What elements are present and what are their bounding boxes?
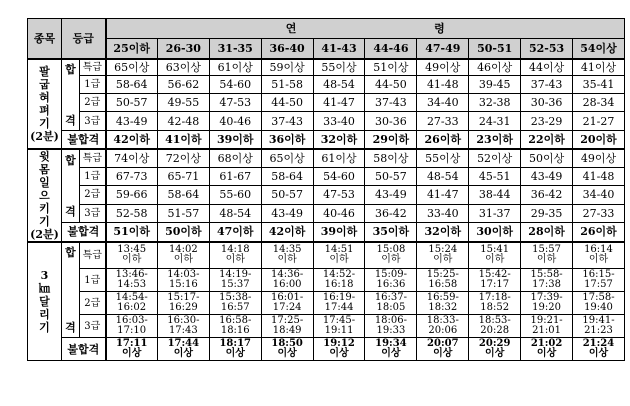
standard-cell: 14:54- 16:02 [106, 292, 158, 315]
standard-cell: 33-40 [417, 204, 469, 223]
standard-cell: 44이상 [521, 59, 573, 76]
grade-row [28, 167, 625, 186]
fail-cell: 32이하 [417, 223, 469, 242]
grade-label: 1급 [80, 76, 106, 94]
fail-cell: 26이하 [573, 223, 625, 242]
standard-cell: 43-49 [365, 186, 417, 205]
standard-cell: 59-66 [106, 186, 158, 205]
fail-label: 불합격 [62, 338, 106, 361]
standard-cell: 14:51 이하 [313, 242, 365, 269]
fail-cell: 28이하 [521, 223, 573, 242]
standard-cell: 44-50 [261, 94, 313, 112]
standard-cell: 41-48 [417, 76, 469, 94]
grade-label: 2급 [80, 292, 106, 315]
standard-cell: 14:36- 16:00 [261, 269, 313, 292]
standard-cell: 68이상 [209, 149, 261, 168]
standard-cell: 24-31 [469, 112, 521, 131]
fail-label: 불합격 [62, 131, 106, 149]
standard-cell: 51이상 [365, 59, 417, 76]
standard-cell: 15:08 이하 [365, 242, 417, 269]
fail-cell: 20:07 이상 [417, 338, 469, 361]
event-name: 3 ㎞ 달 리 기 [28, 242, 62, 361]
fail-cell: 29이하 [365, 131, 417, 149]
standard-cell: 31-37 [469, 204, 521, 223]
standard-cell: 41-48 [573, 167, 625, 186]
standard-cell: 61-67 [209, 167, 261, 186]
standard-cell: 14:18 이하 [209, 242, 261, 269]
standard-cell: 37-43 [521, 76, 573, 94]
age-group-header: 26-30 [157, 39, 209, 59]
grade-label: 특급 [80, 59, 106, 76]
grade-row [28, 59, 625, 76]
standard-cell: 18:33- 20:06 [417, 315, 469, 338]
standard-cell: 56-62 [157, 76, 209, 94]
fail-cell: 42이하 [106, 131, 158, 149]
standard-cell: 27-33 [573, 204, 625, 223]
age-group-header: 44-46 [365, 39, 417, 59]
standard-cell: 16:19- 17:44 [313, 292, 365, 315]
standard-cell: 16:03- 17:10 [106, 315, 158, 338]
standard-cell: 16:59- 18:32 [417, 292, 469, 315]
standard-cell: 48-54 [313, 76, 365, 94]
standard-cell: 50-57 [365, 167, 417, 186]
standard-cell: 15:24 이하 [417, 242, 469, 269]
standard-cell: 50-57 [261, 186, 313, 205]
standard-cell: 33-40 [313, 112, 365, 131]
standard-cell: 15:17- 16:29 [157, 292, 209, 315]
age-group-header: 50-51 [469, 39, 521, 59]
age-group-header: 31-35 [209, 39, 261, 59]
standard-cell: 18:53- 20:28 [469, 315, 521, 338]
standard-cell: 59이상 [261, 59, 313, 76]
standard-cell: 15:25- 16:58 [417, 269, 469, 292]
grade-label: 3급 [80, 204, 106, 223]
standard-cell: 15:09- 16:36 [365, 269, 417, 292]
standard-cell: 16:15- 17:57 [573, 269, 625, 292]
fail-cell: 18:50 이상 [261, 338, 313, 361]
grade-row [28, 269, 625, 292]
standard-cell: 35-41 [573, 76, 625, 94]
standard-cell: 13:45 이하 [106, 242, 158, 269]
fail-cell: 51이하 [106, 223, 158, 242]
age-group-header: 36-40 [261, 39, 313, 59]
standard-cell: 65이상 [106, 59, 158, 76]
standard-cell: 14:02 이하 [157, 242, 209, 269]
fail-row [28, 338, 625, 361]
standard-cell: 15:38- 16:57 [209, 292, 261, 315]
age-header: 연 령 [106, 19, 625, 39]
fail-cell: 41이하 [157, 131, 209, 149]
fail-label: 불합격 [62, 223, 106, 242]
standard-cell: 29-35 [521, 204, 573, 223]
fail-row [28, 131, 625, 149]
grade-row [28, 149, 625, 168]
standard-cell: 16:58- 18:16 [209, 315, 261, 338]
grade-row [28, 186, 625, 205]
fail-cell: 26이하 [417, 131, 469, 149]
standard-cell: 17:58- 19:40 [573, 292, 625, 315]
fail-cell: 36이하 [261, 131, 313, 149]
standard-cell: 37-43 [365, 94, 417, 112]
standard-cell: 58-64 [157, 186, 209, 205]
standard-cell: 49이상 [573, 149, 625, 168]
standard-cell: 17:39- 19:20 [521, 292, 573, 315]
grade-label: 3급 [80, 112, 106, 131]
standard-cell: 15:57 이하 [521, 242, 573, 269]
standard-cell: 23-29 [521, 112, 573, 131]
fail-cell: 21:02 이상 [521, 338, 573, 361]
standard-cell: 54-60 [313, 167, 365, 186]
age-group-header: 54이상 [573, 39, 625, 59]
standard-cell: 46이상 [469, 59, 521, 76]
standard-cell: 74이상 [106, 149, 158, 168]
age-group-header: 41-43 [313, 39, 365, 59]
fail-cell: 32이하 [313, 131, 365, 149]
grade-row [28, 112, 625, 131]
fail-cell: 35이하 [365, 223, 417, 242]
fail-cell: 30이하 [469, 223, 521, 242]
fail-cell: 20:29 이상 [469, 338, 521, 361]
standard-cell: 50-57 [106, 94, 158, 112]
standard-cell: 55이상 [417, 149, 469, 168]
standard-cell: 30-36 [521, 94, 573, 112]
fail-cell: 19:34 이상 [365, 338, 417, 361]
event-name: 윗 몸 일 으 키 기 (2분) [28, 149, 62, 242]
standard-cell: 18:06- 19:33 [365, 315, 417, 338]
standard-cell: 43-49 [106, 112, 158, 131]
fail-cell: 39이하 [209, 131, 261, 149]
fail-cell: 17:11 이상 [106, 338, 158, 361]
standard-cell: 63이상 [157, 59, 209, 76]
standard-cell: 51-58 [261, 76, 313, 94]
standard-cell: 34-40 [573, 186, 625, 205]
standard-cell: 58-64 [106, 76, 158, 94]
standard-cell: 13:46- 14:53 [106, 269, 158, 292]
standard-cell: 41-47 [313, 94, 365, 112]
standard-cell: 49이상 [417, 59, 469, 76]
age-group-row [28, 39, 625, 59]
grade-row [28, 76, 625, 94]
standard-cell: 61이상 [313, 149, 365, 168]
standard-cell: 19:41- 21:23 [573, 315, 625, 338]
standard-cell: 47-53 [313, 186, 365, 205]
grade-row [28, 292, 625, 315]
standard-cell: 65이상 [261, 149, 313, 168]
fail-cell: 39이하 [313, 223, 365, 242]
standard-cell: 43-49 [521, 167, 573, 186]
standard-cell: 37-43 [261, 112, 313, 131]
standard-cell: 44-50 [365, 76, 417, 94]
event-header: 종목 [28, 19, 62, 59]
grade-row [28, 315, 625, 338]
standard-cell: 15:58- 17:38 [521, 269, 573, 292]
standard-cell: 28-34 [573, 94, 625, 112]
age-group-header: 52-53 [521, 39, 573, 59]
standard-cell: 40-46 [313, 204, 365, 223]
fail-cell: 19:12 이상 [313, 338, 365, 361]
standard-cell: 49-55 [157, 94, 209, 112]
age-group-header: 47-49 [417, 39, 469, 59]
pass-label: 합 격 [62, 242, 80, 338]
standard-cell: 48-54 [209, 204, 261, 223]
standard-cell: 15:42- 17:17 [469, 269, 521, 292]
standard-cell: 36-42 [521, 186, 573, 205]
grade-label: 특급 [80, 242, 106, 269]
standard-cell: 39-45 [469, 76, 521, 94]
pass-label: 합 격 [62, 149, 80, 223]
grade-label: 특급 [80, 149, 106, 168]
standard-cell: 14:52- 16:18 [313, 269, 365, 292]
standard-cell: 45-51 [469, 167, 521, 186]
standard-cell: 30-36 [365, 112, 417, 131]
standard-cell: 17:45- 19:11 [313, 315, 365, 338]
grade-row [28, 242, 625, 269]
standard-cell: 36-42 [365, 204, 417, 223]
standard-cell: 61이상 [209, 59, 261, 76]
fail-cell: 23이하 [469, 131, 521, 149]
standard-cell: 52-58 [106, 204, 158, 223]
standard-cell: 17:25- 18:49 [261, 315, 313, 338]
standard-cell: 58이상 [365, 149, 417, 168]
grade-label: 2급 [80, 186, 106, 205]
standard-cell: 58-64 [261, 167, 313, 186]
grade-row [28, 94, 625, 112]
standard-cell: 41-47 [417, 186, 469, 205]
standard-cell: 48-54 [417, 167, 469, 186]
fail-cell: 22이하 [521, 131, 573, 149]
fail-cell: 18:17 이상 [209, 338, 261, 361]
standard-cell: 38-44 [469, 186, 521, 205]
standard-cell: 16:30- 17:43 [157, 315, 209, 338]
standard-cell: 65-71 [157, 167, 209, 186]
standard-cell: 27-33 [417, 112, 469, 131]
fail-cell: 17:44 이상 [157, 338, 209, 361]
standard-cell: 52이상 [469, 149, 521, 168]
grade-row [28, 204, 625, 223]
grade-label: 1급 [80, 167, 106, 186]
fail-cell: 50이하 [157, 223, 209, 242]
fail-cell: 47이하 [209, 223, 261, 242]
standard-cell: 34-40 [417, 94, 469, 112]
pass-label: 합 격 [62, 59, 80, 131]
age-group-header: 25이하 [106, 39, 158, 59]
standard-cell: 21-27 [573, 112, 625, 131]
standard-cell: 67-73 [106, 167, 158, 186]
standard-cell: 16:01- 17:24 [261, 292, 313, 315]
fail-cell: 42이하 [261, 223, 313, 242]
standard-cell: 43-49 [261, 204, 313, 223]
standard-cell: 50이상 [521, 149, 573, 168]
standard-cell: 42-48 [157, 112, 209, 131]
standard-cell: 15:41 이하 [469, 242, 521, 269]
standard-cell: 51-57 [157, 204, 209, 223]
standard-cell: 16:14 이하 [573, 242, 625, 269]
grade-label: 2급 [80, 94, 106, 112]
grade-header: 등급 [62, 19, 106, 59]
standard-cell: 14:19- 15:37 [209, 269, 261, 292]
standard-cell: 55-60 [209, 186, 261, 205]
standard-cell: 32-38 [469, 94, 521, 112]
standard-cell: 54-60 [209, 76, 261, 94]
fail-cell: 20이하 [573, 131, 625, 149]
standard-cell: 40-46 [209, 112, 261, 131]
fail-row [28, 223, 625, 242]
standard-cell: 55이상 [313, 59, 365, 76]
standard-cell: 19:21- 21:01 [521, 315, 573, 338]
fitness-standards-table [27, 18, 625, 361]
standard-cell: 47-53 [209, 94, 261, 112]
standard-cell: 72이상 [157, 149, 209, 168]
standard-cell: 14:03- 15:16 [157, 269, 209, 292]
fail-cell: 21:24 이상 [573, 338, 625, 361]
grade-label: 3급 [80, 315, 106, 338]
standard-cell: 17:18- 18:52 [469, 292, 521, 315]
standard-cell: 16:37- 18:05 [365, 292, 417, 315]
standard-cell: 41이상 [573, 59, 625, 76]
event-name: 팔 굽 혀 펴 기 (2분) [28, 59, 62, 149]
grade-label: 1급 [80, 269, 106, 292]
standard-cell: 14:35 이하 [261, 242, 313, 269]
